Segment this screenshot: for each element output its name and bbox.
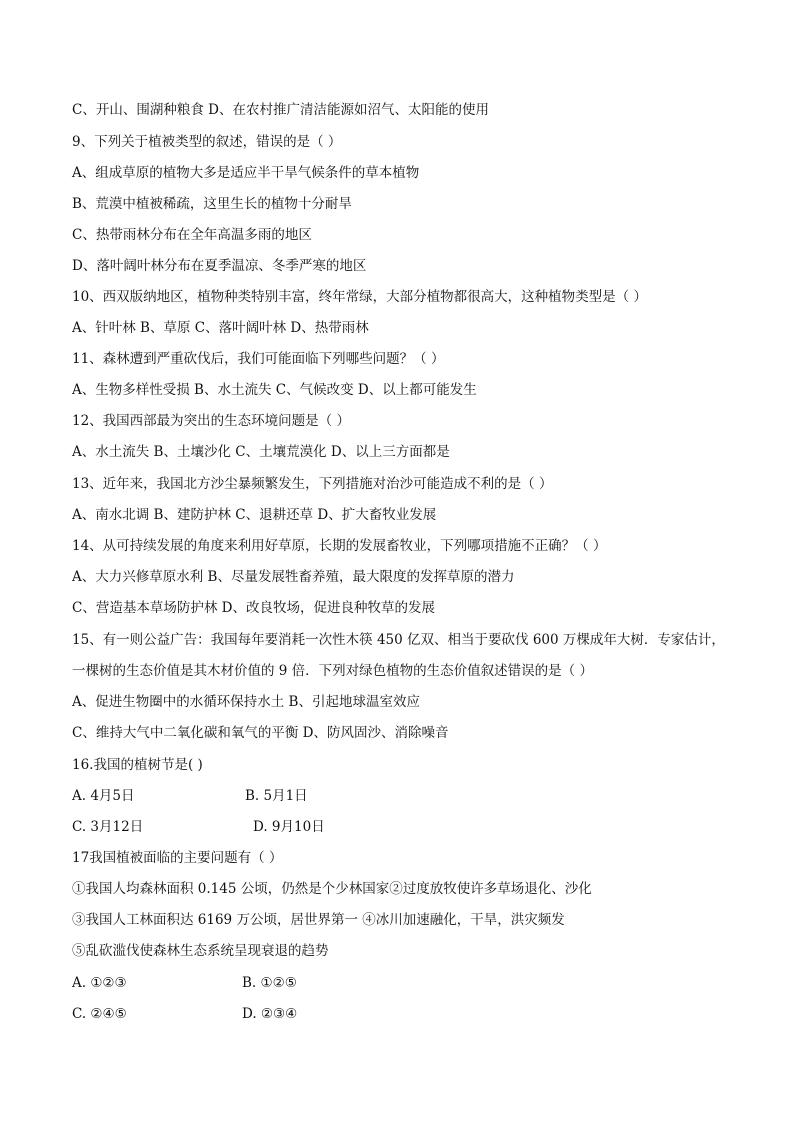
q11-options: A、生物多样性受损 B、水土流失 C、气候改变 D、以上都可能发生 — [72, 382, 477, 398]
q16-option-a: A. 4月5日 — [72, 788, 135, 804]
q10-options: A、针叶林 B、草原 C、落叶阔叶林 D、热带雨林 — [72, 320, 369, 336]
q17-option-c: C. ②④⑤ — [72, 1006, 127, 1022]
q16-option-b: B. 5月1日 — [245, 788, 308, 804]
q13-stem: 13、近年来，我国北方沙尘暴频繁发生，下列措施对治沙可能造成不利的是（ ） — [72, 476, 553, 492]
q13-options: A、南水北调 B、建防护林 C、退耕还草 D、扩大畜牧业发展 — [72, 507, 437, 523]
q15-stem-line2: 一棵树的生态价值是其木材价值的 9 倍．下列对绿色植物的生态价值叙述错误的是（ ） — [72, 663, 593, 679]
q12-stem: 12、我国西部最为突出的生态环境问题是（ ） — [72, 413, 350, 429]
q9-stem: 9、下列关于植被类型的叙述，错误的是（ ） — [72, 134, 342, 150]
q15-stem-line1: 15、有一则公益广告：我国每年要消耗一次性木筷 450 亿双、相当于要砍伐 600 万棵成年大树．专家估计， — [72, 632, 725, 648]
q14-stem: 14、从可持续发展的角度来利用好草原，长期的发展畜牧业，下列哪项措施不正确？（ ） — [72, 538, 607, 554]
q14-options-ab: A、大力兴修草原水利 B、尽量发展牲畜养殖，最大限度的发挥草原的潜力 — [72, 569, 515, 585]
q17-option-d: D. ②③④ — [242, 1006, 298, 1022]
q11-stem: 11、森林遭到严重砍伐后，我们可能面临下列哪些问题？（ ） — [72, 351, 445, 367]
q17-statement-1-2: ①我国人均森林面积 0.145 公顷，仍然是个少林国家②过度放牧使许多草场退化、沙化 — [72, 881, 592, 897]
q15-options-ab: A、促进生物圈中的水循环保持水土 B、引起地球温室效应 — [72, 694, 420, 710]
q17-stem: 17我国植被面临的主要问题有（ ） — [72, 850, 283, 866]
q14-options-cd: C、营造基本草场防护林 D、改良牧场，促进良种牧草的发展 — [72, 600, 435, 616]
q17-statement-5: ⑤乱砍滥伐使森林生态系统呈现衰退的趋势 — [72, 943, 329, 959]
q16-option-d: D. 9月10日 — [253, 819, 325, 835]
q9-option-a: A、组成草原的植物大多是适应半干旱气候条件的草本植物 — [72, 165, 420, 181]
q16-stem: 16.我国的植树节是( ) — [72, 757, 203, 773]
q15-options-cd: C、维持大气中二氧化碳和氧气的平衡 D、防风固沙、消除噪音 — [72, 725, 449, 741]
q9-option-d: D、落叶阔叶林分布在夏季温凉、冬季严寒的地区 — [72, 258, 367, 274]
q17-option-b: B. ①②⑤ — [242, 975, 297, 991]
q16-option-c: C. 3月12日 — [72, 819, 144, 835]
q12-options: A、水土流失 B、土壤沙化 C、土壤荒漠化 D、以上三方面都是 — [72, 444, 450, 460]
q9-option-c: C、热带雨林分布在全年高温多雨的地区 — [72, 227, 312, 243]
q10-stem: 10、西双版纳地区，植物种类特别丰富，终年常绿，大部分植物都很高大，这种植物类型是（ ） — [72, 289, 647, 305]
q8-option-line-cd: C、开山、围湖种粮食 D、在农村推广清洁能源如沼气、太阳能的使用 — [72, 102, 489, 118]
q17-option-a: A. ①②③ — [72, 975, 127, 991]
q17-statement-3-4: ③我国人工林面积达 6169 万公顷，居世界第一 ④冰川加速融化，干旱，洪灾频发 — [72, 912, 565, 928]
q9-option-b: B、荒漠中植被稀疏，这里生长的植物十分耐旱 — [72, 196, 352, 212]
